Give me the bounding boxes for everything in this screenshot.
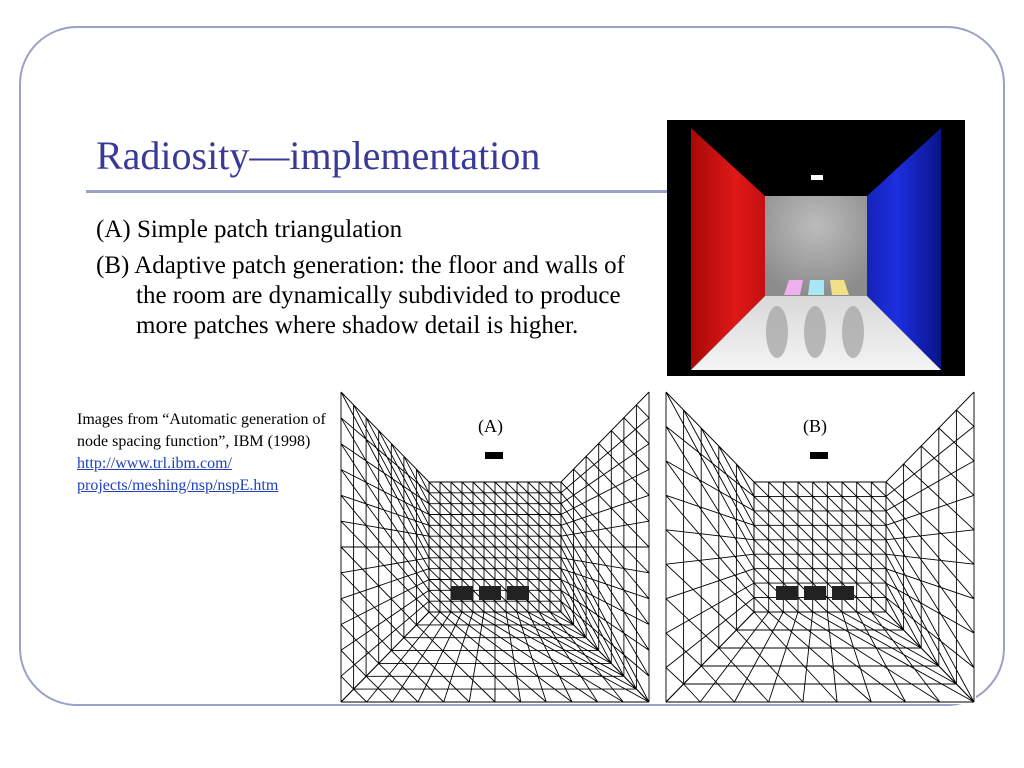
image-credit-caption (77, 409, 339, 497)
figure-label-b: (B) (803, 416, 827, 436)
figure-label-a: (A) (478, 416, 503, 436)
bullet-b: (B) Adaptive patch generation: the floor and walls of the room are dynamically subdivided to produce more patches where shadow detail is higher. (96, 252, 626, 339)
title-underline (86, 190, 686, 193)
slide-body (96, 215, 656, 347)
simple-triangulation-mesh-image (339, 390, 651, 704)
bullet-a: (A) Simple patch triangulation (96, 216, 403, 243)
slide-title: Radiosity—implementation (96, 133, 541, 178)
caption-text: Images from “Automatic generation of node spacing function”, IBM (1998) (77, 411, 326, 450)
radiosity-rendered-room-image (667, 120, 965, 376)
source-link-line1[interactable]: http://www.trl.ibm.com/ (77, 455, 232, 472)
adaptive-triangulation-mesh-image (664, 390, 976, 704)
source-link-line2[interactable]: projects/meshing/nsp/nspE.htm (77, 477, 279, 494)
